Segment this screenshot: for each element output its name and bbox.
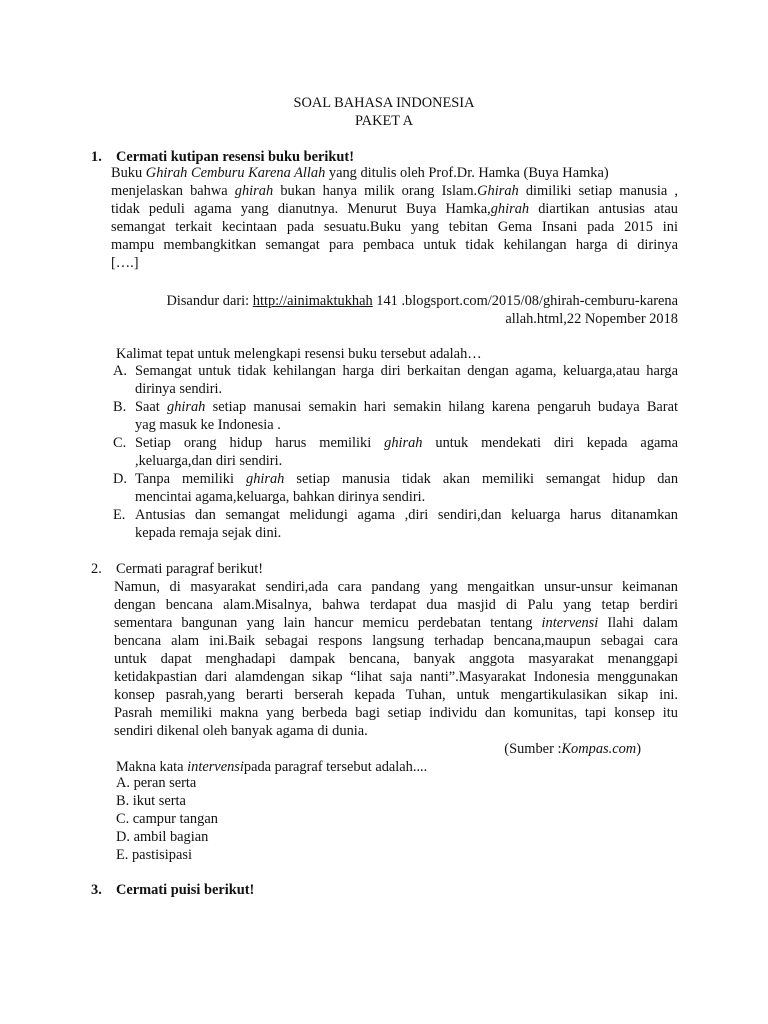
source-prefix: Disandur dari: xyxy=(166,293,253,309)
prompt-text: Makna kata xyxy=(116,759,188,775)
source-line-2: allah.html,22 Nopember 2018 xyxy=(505,311,678,327)
document-header xyxy=(0,94,768,130)
source-line-1 xyxy=(111,292,678,310)
option-text: Semangat untuk tidak kehilangan harga diri berkaitan dengan agama, keluarga,atau harga xyxy=(135,363,678,379)
option-text: ,keluarga,dan diri sendiri. xyxy=(135,453,283,469)
paragraph-text: Ilahi dalam xyxy=(598,615,678,631)
option-b: B. ikut serta xyxy=(116,793,186,809)
review-text: Buku xyxy=(111,165,146,181)
review-text: bukan hanya milik orang Islam. xyxy=(273,183,478,199)
option-text xyxy=(135,434,678,452)
source-name: Kompas.com xyxy=(561,741,637,757)
source-link[interactable]: http://ainimaktukhah xyxy=(252,293,373,309)
option-c xyxy=(113,434,678,470)
option-text xyxy=(135,398,678,416)
option-text-part: Setiap orang hidup harus memiliki xyxy=(135,435,385,451)
question-2-instruction: Cermati paragraf berikut! xyxy=(116,561,264,577)
italic-term: intervensi xyxy=(187,759,244,775)
question-3-instruction: Cermati puisi berikut! xyxy=(116,882,255,898)
paragraph-line-2: dengan bencana alam.Misalnya, bahwa terdapat dua masjid di Palu yang tetap berdiri xyxy=(114,597,678,613)
question-3-number: 3. xyxy=(91,882,102,898)
review-line-3 xyxy=(111,200,678,218)
review-source xyxy=(111,292,678,328)
option-text: mencintai agama,keluarga, bahkan dirinya sendiri. xyxy=(135,489,426,505)
italic-term: ghirah xyxy=(167,399,206,415)
question-2-options xyxy=(116,774,416,864)
paragraph-line-8: Pasrah memiliki makna yang berbeda bagi setiap individu dan komunitas, tapi konsep itu xyxy=(114,705,678,721)
paragraph-line-1: Namun, di masyarakat sendiri,ada cara pandang yang mengaitkan unsur-unsur keimanan xyxy=(114,579,678,595)
option-letter: B. xyxy=(113,399,127,415)
option-text-part: untuk mendekati diri kepada agama xyxy=(422,435,678,451)
option-e xyxy=(113,506,678,542)
question-2-number: 2. xyxy=(91,561,102,577)
option-d: D. ambil bagian xyxy=(116,829,209,845)
review-text: yang ditulis oleh Prof.Dr. Hamka (Buya Hamka) xyxy=(325,165,609,181)
review-text: diartikan antusias atau xyxy=(529,201,678,217)
option-text-part: setiap manusai semakin hari semakin hilang karena pengaruh budaya Barat xyxy=(205,399,678,415)
option-a xyxy=(113,362,678,398)
review-line-1 xyxy=(111,164,678,182)
question-1-number: 1. xyxy=(91,149,102,165)
paragraph-line-5: untuk dapat menghadapi dampak bencana, banyak anggota masyarakat menanggapi xyxy=(114,651,678,667)
review-text: tidak peduli agama yang dianutnya. Menurut Buya Hamka, xyxy=(111,201,491,217)
source-url-rest: 141 .blogsport.com/2015/08/ghirah-cemburu-karena xyxy=(372,293,678,309)
option-c: C. campur tangan xyxy=(116,811,218,827)
option-text: Antusias dan semangat melidungi agama ,diri sendiri,dan keluarga harus ditanamkan xyxy=(135,507,678,523)
option-text: kepada remaja sejak dini. xyxy=(135,525,282,541)
review-text: dimiliki setiap manusia , xyxy=(518,183,678,199)
paragraph-line-6: ketidakpastian dari alamdengan sikap “lihat saja nanti”.Masyarakat Indonesia menggunakan xyxy=(114,669,678,685)
option-text: yag masuk ke Indonesia . xyxy=(135,417,281,433)
option-letter: D. xyxy=(113,471,127,487)
review-excerpt xyxy=(111,164,678,272)
document-title: SOAL BAHASA INDONESIA xyxy=(293,95,475,111)
option-text-part: Tanpa memiliki xyxy=(135,471,246,487)
review-text: menjelaskan bahwa xyxy=(111,183,235,199)
italic-term: intervensi xyxy=(541,615,599,631)
news-paragraph xyxy=(114,578,678,740)
review-line-6: [….] xyxy=(111,255,139,271)
news-source xyxy=(114,740,641,758)
option-a: A. peran serta xyxy=(116,775,197,791)
option-letter: A. xyxy=(113,363,127,379)
source-suffix: ) xyxy=(636,741,641,757)
paragraph-line-3 xyxy=(114,614,678,632)
option-d xyxy=(113,470,678,506)
italic-term: ghirah xyxy=(384,435,423,451)
option-text xyxy=(135,470,678,488)
italic-term: Ghirah xyxy=(477,183,519,199)
paragraph-line-9: sendiri dikenal oleh banyak agama di dunia. xyxy=(114,723,368,739)
paragraph-line-7: konsep pasrah,yang berarti berserah kepada Tuhan, untuk mengartikulasikan sikap ini. xyxy=(114,687,678,703)
italic-term: ghirah xyxy=(246,471,285,487)
option-text: dirinya sendiri. xyxy=(135,381,223,397)
italic-term: ghirah xyxy=(490,201,530,217)
source-prefix: (Sumber : xyxy=(504,741,562,757)
option-b xyxy=(113,398,678,434)
option-text-part: Saat xyxy=(135,399,167,415)
review-line-5: mampu membangkitkan semangat para pembaca untuk tidak kehilangan harga di dirinya xyxy=(111,237,678,253)
review-line-4: semangat terkait kecintaan pada sesuatu.Buku yang tebitan Gema Insani pada 2015 ini xyxy=(111,219,678,235)
option-text-part: setiap manusia tidak akan memiliki semangat hidup dan xyxy=(284,471,679,487)
question-1-options xyxy=(113,362,678,542)
paragraph-line-4: bencana alam ini.Baik sebagai respons langsung terhadap bencana,maupun sebagai cara xyxy=(114,633,678,649)
document-subtitle: PAKET A xyxy=(355,113,413,129)
paragraph-text: sementara bangunan yang lain hancur memicu perdebatan tentang xyxy=(114,615,542,631)
option-letter: E. xyxy=(113,507,126,523)
option-letter: C. xyxy=(113,435,127,451)
book-title: Ghirah Cemburu Karena Allah xyxy=(145,165,326,181)
question-1-prompt: Kalimat tepat untuk melengkapi resensi buku tersebut adalah… xyxy=(116,346,482,362)
question-1-instruction: Cermati kutipan resensi buku berikut! xyxy=(116,149,355,165)
prompt-text: pada paragraf tersebut adalah.... xyxy=(243,759,428,775)
option-e: E. pastisipasi xyxy=(116,847,192,863)
review-line-2 xyxy=(111,182,678,200)
italic-term: ghirah xyxy=(234,183,274,199)
